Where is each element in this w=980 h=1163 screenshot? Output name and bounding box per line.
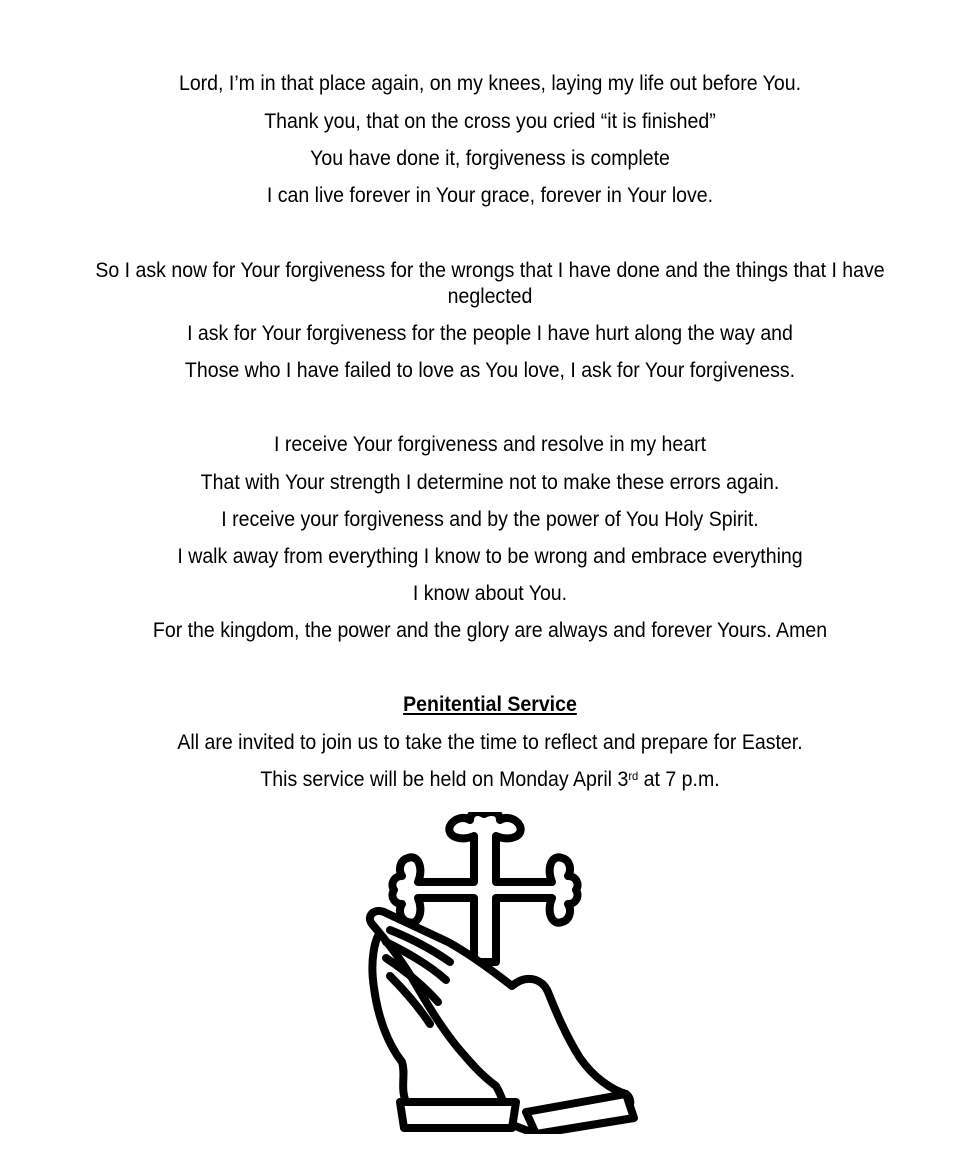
prayer-line: I walk away from everything I know to be wrong and embrace everything (177, 545, 803, 568)
heading-text: Penitential Service (403, 693, 577, 716)
prayer-line: That with Your strength I determine not to make these errors again. (200, 471, 780, 494)
date-ordinal-suffix: rd (628, 769, 639, 783)
prayer-line: I receive your forgiveness and by the power of You Holy Spirit. (221, 508, 759, 531)
prayer-line: For the kingdom, the power and the glory are always and forever Yours. Amen (152, 619, 828, 642)
prayer-line: You have done it, forgiveness is complete (310, 147, 670, 170)
cuff-icon (400, 1102, 516, 1128)
cross-with-praying-hands-icon (330, 812, 650, 1134)
prayer-line: So I ask now for Your forgiveness for the wrongs that I have done and the things that I have neglected (95, 259, 885, 308)
section-heading (34, 692, 945, 718)
prayer-line: I ask for Your forgiveness for the people I have hurt along the way and (187, 322, 793, 345)
schedule-line (34, 767, 945, 793)
prayer-line: I can live forever in Your grace, forever in Your love. (266, 184, 714, 207)
prayer-line: I know about You. (412, 582, 568, 605)
prayer-line: Lord, I’m in that place again, on my knees, laying my life out before You. (178, 72, 802, 95)
prayer-line: I receive Your forgiveness and resolve in my heart (273, 433, 707, 456)
prayer-line: Those who I have failed to love as You love, I ask for Your forgiveness. (184, 359, 796, 382)
invite-line: All are invited to join us to take the time to reflect and prepare for Easter. (177, 731, 803, 754)
prayer-line: Thank you, that on the cross you cried “it is finished” (264, 110, 716, 133)
schedule-text: This service will be held on Monday April 3 (260, 768, 629, 791)
schedule-time: at 7 p.m. (638, 768, 720, 791)
